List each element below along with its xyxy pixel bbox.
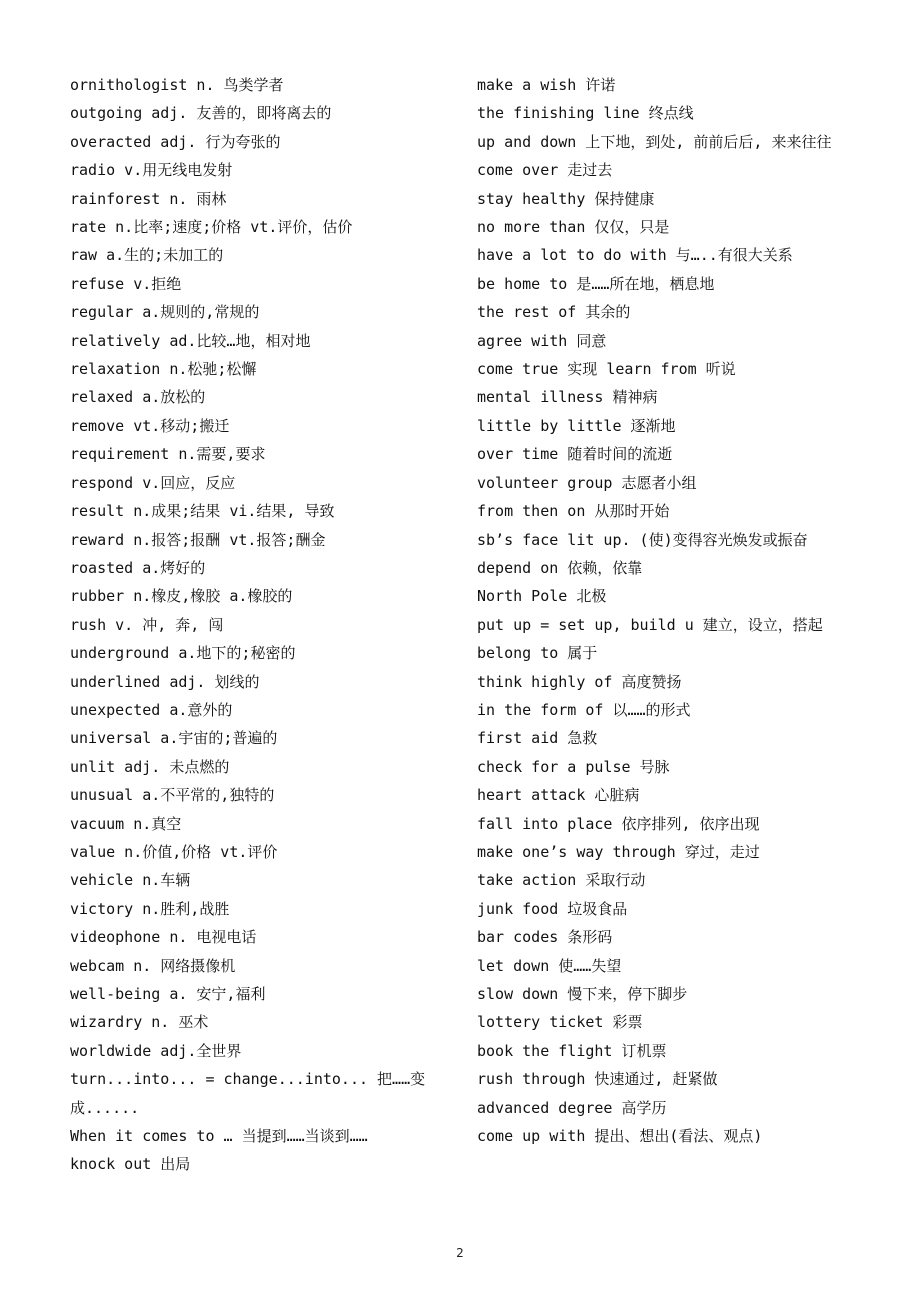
- vocabulary-entry: radio v.用无线电发射: [70, 161, 233, 180]
- vocabulary-entry: vacuum n.真空: [70, 814, 182, 833]
- vocabulary-entry: come true 实现 learn from 听说: [477, 360, 736, 379]
- vocabulary-entry: first aid 急救: [477, 729, 598, 748]
- vocabulary-entry: result n.成果;结果 vi.结果, 导致: [70, 502, 335, 521]
- vocabulary-entry: heart attack 心脏病: [477, 786, 640, 805]
- vocabulary-entry: depend on 依赖，依靠: [477, 558, 643, 577]
- vocabulary-entry: think highly of 高度赞扬: [477, 672, 682, 691]
- vocabulary-entry: webcam n. 网络摄像机: [70, 956, 236, 975]
- vocabulary-entry: rubber n.橡皮,橡胶 a.橡胶的: [70, 587, 293, 606]
- vocabulary-entry: bar codes 条形码: [477, 928, 613, 947]
- vocabulary-entry: up and down 上下地，到处, 前前后后, 来来往往: [477, 132, 832, 151]
- vocabulary-list-right: [477, 71, 862, 1150]
- vocabulary-entry: from then on 从那时开始: [477, 502, 670, 521]
- vocabulary-entry: relatively ad.比较…地，相对地: [70, 331, 311, 350]
- vocabulary-entry: put up = set up, build u 建立，设立，搭起: [477, 615, 823, 634]
- vocabulary-entry: unlit adj. 未点燃的: [70, 757, 230, 776]
- vocabulary-entry: ornithologist n. 鸟类学者: [70, 76, 284, 94]
- vocabulary-entry: in the form of 以……的形式: [477, 700, 691, 719]
- vocabulary-entry: let down 使……失望: [477, 956, 622, 975]
- vocabulary-entry: When it comes to … 当提到……当谈到……: [70, 1127, 368, 1146]
- vocabulary-entry: little by little 逐渐地: [477, 416, 676, 435]
- vocabulary-entry: fall into place 依序排列, 依序出现: [477, 814, 760, 833]
- vocabulary-entry: worldwide adj.全世界: [70, 1041, 242, 1060]
- vocabulary-entry: videophone n. 电视电话: [70, 928, 257, 947]
- vocabulary-entry: knock out 出局: [70, 1155, 191, 1174]
- vocabulary-entry: lottery ticket 彩票: [477, 1013, 643, 1032]
- vocabulary-entry: relaxation n.松驰;松懈: [70, 360, 257, 379]
- vocabulary-entry: belong to 属于: [477, 644, 598, 663]
- vocabulary-entry: roasted a.烤好的: [70, 558, 206, 577]
- vocabulary-entry: victory n.胜利,战胜: [70, 899, 230, 918]
- vocabulary-entry: over time 随着时间的流逝: [477, 445, 673, 464]
- vocabulary-entry: unusual a.不平常的,独特的: [70, 786, 275, 805]
- vocabulary-entry: have a lot to do with 与…..有很大关系: [477, 246, 793, 265]
- vocabulary-list-left: [70, 71, 450, 1179]
- vocabulary-entry: respond v.回应，反应: [70, 473, 236, 492]
- vocabulary-entry: volunteer group 志愿者小组: [477, 473, 697, 492]
- vocabulary-entry: outgoing adj. 友善的，即将离去的: [70, 104, 332, 123]
- vocabulary-entry: requirement n.需要,要求: [70, 445, 266, 464]
- vocabulary-entry: no more than 仅仅，只是: [477, 218, 670, 237]
- vocabulary-entry: relaxed a.放松的: [70, 388, 206, 407]
- vocabulary-entry: agree with 同意: [477, 331, 607, 350]
- vocabulary-entry: come over 走过去: [477, 161, 613, 180]
- vocabulary-entry: rush v. 冲, 奔, 闯: [70, 615, 224, 634]
- vocabulary-entry: advanced degree 高学历: [477, 1098, 667, 1117]
- vocabulary-entry: underground a.地下的;秘密的: [70, 644, 296, 663]
- vocabulary-entry: check for a pulse 号脉: [477, 757, 670, 776]
- vocabulary-entry: mental illness 精神病: [477, 388, 658, 407]
- vocabulary-entry: overacted adj. 行为夸张的: [70, 132, 281, 151]
- vocabulary-entry: wizardry n. 巫术: [70, 1013, 209, 1032]
- vocabulary-entry: junk food 垃圾食品: [477, 899, 628, 918]
- vocabulary-entry: well-being a. 安宁,福利: [70, 985, 266, 1003]
- page-number: 2: [456, 1246, 464, 1260]
- vocabulary-entry: rush through 快速通过, 赶紧做: [477, 1070, 718, 1089]
- vocabulary-entry: come up with 提出、想出(看法、观点): [477, 1127, 763, 1146]
- vocabulary-entry: value n.价值,价格 vt.评价: [70, 842, 278, 861]
- vocabulary-entry: be home to 是……所在地，栖息地: [477, 274, 715, 293]
- vocabulary-entry: sb’s face lit up. (使)变得容光焕发或振奋: [477, 530, 808, 549]
- vocabulary-entry: stay healthy 保持健康: [477, 189, 655, 208]
- vocabulary-entry: remove vt.移动;搬迁: [70, 416, 230, 435]
- vocabulary-entry: make a wish 许诺: [477, 76, 616, 94]
- vocabulary-entry: take action 采取行动: [477, 871, 646, 890]
- vocabulary-entry: book the flight 订机票: [477, 1041, 667, 1060]
- vocabulary-entry: vehicle n.车辆: [70, 871, 191, 890]
- vocabulary-entry: refuse v.拒绝: [70, 274, 182, 293]
- vocabulary-entry: make one’s way through 穿过，走过: [477, 842, 760, 861]
- vocabulary-entry: North Pole 北极: [477, 587, 607, 606]
- vocabulary-entry: raw a.生的;未加工的: [70, 246, 224, 265]
- vocabulary-entry: regular a.规则的,常规的: [70, 303, 260, 322]
- vocabulary-entry: unexpected a.意外的: [70, 700, 233, 719]
- vocabulary-entry: the finishing line 终点线: [477, 104, 694, 123]
- vocabulary-entry: universal a.宇宙的;普遍的: [70, 729, 278, 748]
- vocabulary-entry: underlined adj. 划线的: [70, 672, 260, 691]
- vocabulary-entry: reward n.报答;报酬 vt.报答;酬金: [70, 530, 326, 549]
- vocabulary-entry: the rest of 其余的: [477, 303, 631, 322]
- vocabulary-entry: turn...into... = change...into... 把……变成......: [70, 1070, 426, 1117]
- vocabulary-entry: slow down 慢下来，停下脚步: [477, 985, 688, 1003]
- vocabulary-entry: rate n.比率;速度;价格 vt.评价，估价: [70, 218, 353, 237]
- vocabulary-entry: rainforest n. 雨林: [70, 189, 227, 208]
